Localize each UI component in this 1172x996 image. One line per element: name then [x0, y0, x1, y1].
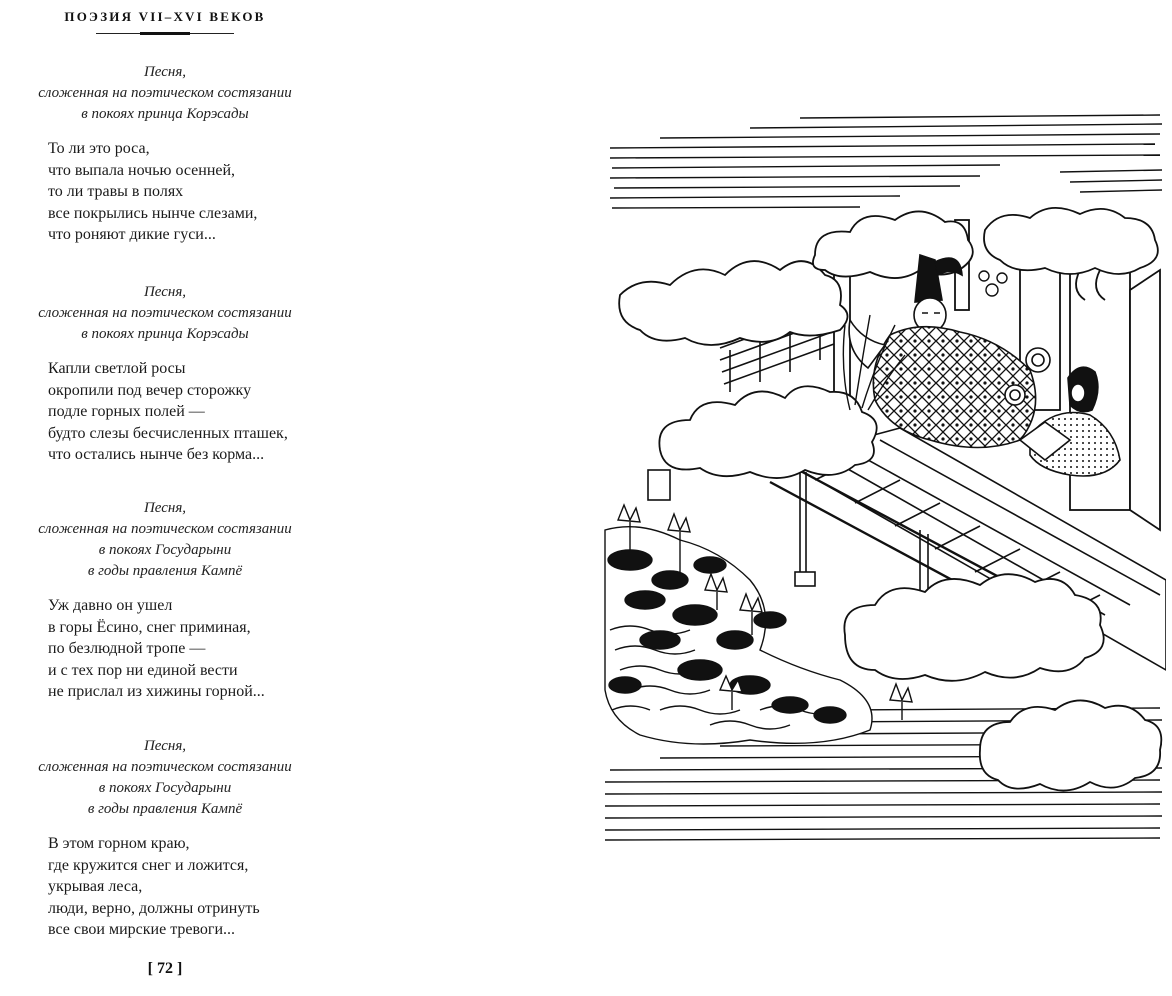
mist-lines-top [610, 115, 1162, 208]
poem-line: В этом горном краю, [48, 835, 190, 852]
poem-title [0, 282, 330, 345]
illustration-courtier-veranda [600, 110, 1166, 850]
poem-title-line: сложенная на поэтическом состязании [38, 85, 292, 101]
poem-title [0, 62, 330, 125]
poem-body [0, 833, 330, 941]
poem-title-line: Песня, [143, 500, 187, 516]
poem-line: где кружится снег и ложится, [48, 856, 249, 874]
poem-line: по безлюдной тропе — [48, 640, 206, 657]
poem-line: то ли травы в полях [48, 183, 184, 200]
poem-line: Капли светлой росы [48, 360, 186, 377]
poem-line: будто слезы бесчисленных пташек, [48, 424, 288, 442]
poem-line: все свои мирские тревоги... [48, 921, 236, 938]
poem-line: в горы Ёсино, снег приминая, [48, 618, 251, 636]
poem-line: укрывая леса, [48, 878, 143, 895]
poem-title-line: в покоях принца Корэсады [81, 106, 249, 122]
poem-line: что роняют дикие гуси... [48, 226, 216, 243]
poem-body [0, 358, 330, 466]
poem-line: люди, верно, должны отринуть [48, 899, 260, 917]
poem-title-line: Песня, [143, 738, 187, 754]
poem-line: подле горных полей — [48, 403, 205, 420]
poem-line: не прислал из хижины горной... [48, 683, 265, 700]
poem-title-line: в покоях Государыни [98, 542, 232, 558]
poem-line: То ли это роса, [48, 140, 150, 157]
poem-body [0, 595, 330, 703]
poem-line: что остались нынче без корма... [48, 446, 265, 463]
poem-title-line: в покоях принца Корэсады [81, 326, 249, 342]
poem-title-line: в годы правления Кампё [87, 801, 243, 817]
poem-title-line: сложенная на поэтическом состязании [38, 759, 292, 775]
poem-title-line: Песня, [143, 284, 187, 300]
poem-title-line: сложенная на поэтическом состязании [38, 521, 292, 537]
poem-line: все покрылись нынче слезами, [48, 204, 258, 222]
poem-line: окропили под вечер сторожку [48, 381, 252, 399]
poem-4 [0, 736, 330, 941]
running-head: ПОЭЗИЯ VII–XVI ВЕКОВ [64, 9, 266, 24]
left-page [0, 0, 330, 996]
poem-title-line: сложенная на поэтическом состязании [38, 305, 292, 321]
poem-line: Уж давно он ушел [48, 597, 173, 614]
poem-3 [0, 498, 330, 703]
poem-line: что выпала ночью осенней, [48, 161, 236, 179]
poem-1 [0, 62, 330, 246]
poem-2 [0, 282, 330, 466]
poem-title [0, 736, 330, 820]
poem-body [0, 138, 330, 246]
poem-title-line: в годы правления Кампё [87, 563, 243, 579]
running-head-rule [96, 33, 234, 34]
poem-title-line: Песня, [143, 64, 187, 80]
poem-title-line: в покоях Государыни [98, 780, 232, 796]
poem-line: и с тех пор ни единой вести [48, 661, 238, 679]
poem-title [0, 498, 330, 582]
page-number: [ 72 ] [147, 960, 183, 977]
